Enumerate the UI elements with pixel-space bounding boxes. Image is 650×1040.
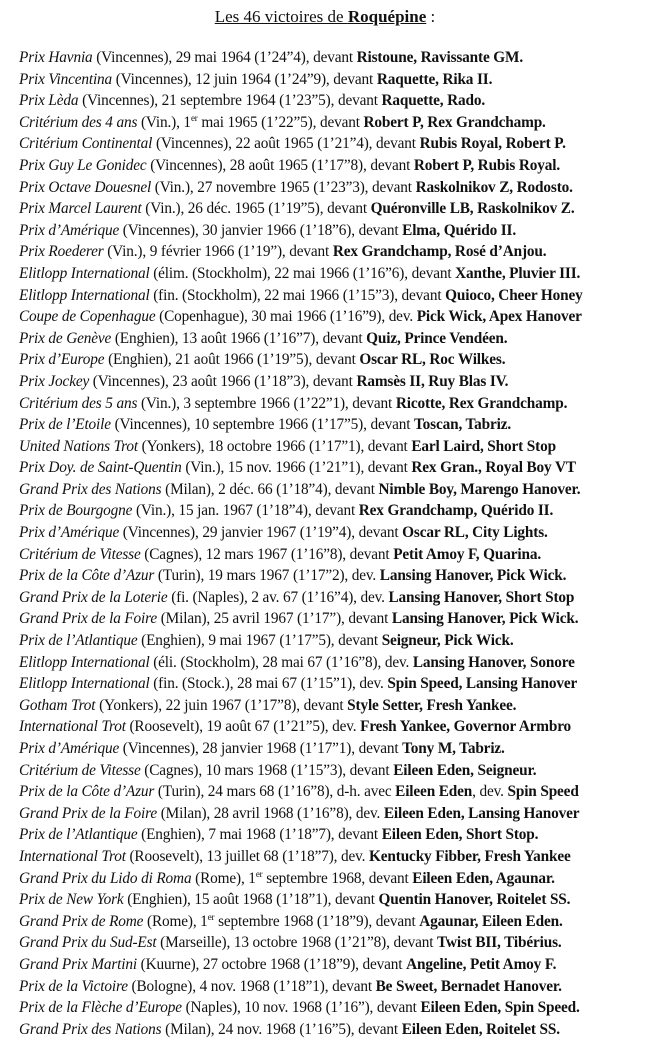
victory-row xyxy=(19,198,644,220)
victory-row xyxy=(19,371,644,393)
runners-up: Quioco, Cheer Honey xyxy=(445,286,583,304)
race-details-pre: (Rome), 1 xyxy=(143,912,208,930)
race-details: (Naples), 10 nov. 1968 (1’16”), devant xyxy=(181,999,421,1017)
victory-row xyxy=(19,846,644,868)
victory-row xyxy=(19,630,644,652)
runners-up: Tony M, Tabriz. xyxy=(402,740,505,757)
race-name: Prix Jockey xyxy=(19,372,90,390)
runners-up: Raquette, Rika II. xyxy=(376,70,493,88)
victory-row xyxy=(19,220,644,242)
race-name: Prix de Bourgogne xyxy=(19,502,133,520)
race-details: (Marseille), 13 octobre 1968 (1’21”8), devant xyxy=(156,934,438,952)
race-details: (Vin.), 3 septembre 1966 (1’22”1), devant xyxy=(137,394,396,412)
race-details: (Vincennes), 12 juin 1964 (1’24”9), devant xyxy=(112,70,377,88)
race-details: (Turin), 24 mars 68 (1’16”8), d-h. avec xyxy=(154,783,396,801)
runners-up: Fresh Yankee, Governor Armbro xyxy=(360,718,572,736)
race-name: Critérium de Vitesse xyxy=(19,761,141,779)
race-name: Grand Prix de la Loterie xyxy=(19,588,168,606)
race-details: (Roosevelt), 19 août 67 (1’21”5), dev. xyxy=(125,718,361,736)
race-details: (Enghien), 15 août 1968 (1’18”1), devant xyxy=(123,891,379,909)
race-details: (Vincennes), 22 août 1965 (1’21”4), devant xyxy=(152,135,420,153)
victory-row xyxy=(19,824,644,846)
race-name: Prix Marcel Laurent xyxy=(19,200,142,218)
victory-row xyxy=(19,522,644,544)
victory-row xyxy=(19,608,644,630)
victory-row xyxy=(19,695,644,717)
race-details: (Vin.), 26 déc. 1965 (1’19”5), devant xyxy=(141,200,371,218)
runners-up: Eileen Eden, Lansing Hanover xyxy=(383,804,580,822)
race-name: Prix de l’Atlantique xyxy=(19,632,138,650)
ordinal-superscript: er xyxy=(207,911,215,922)
race-name: Prix de la Côte d’Azur xyxy=(19,567,155,585)
race-name: Grand Prix Martini xyxy=(19,955,137,973)
victory-row xyxy=(19,803,644,825)
victory-list xyxy=(19,47,644,1040)
race-details: septembre 1968 (1’18”9), devant xyxy=(214,912,420,930)
victory-row xyxy=(19,457,644,479)
race-name: Grand Prix des Nations xyxy=(19,1020,162,1038)
race-details: (élim. (Stockholm), 22 mai 1966 (1’16”6), devant xyxy=(149,264,456,282)
runners-up: Lansing Hanover, Pick Wick. xyxy=(391,610,579,628)
race-details: (Yonkers), 18 octobre 1966 (1’17”1), devant xyxy=(137,437,412,455)
race-details-pre: (Vin.), 1 xyxy=(137,113,191,131)
victory-row xyxy=(19,47,644,69)
victory-row xyxy=(19,544,644,566)
race-details: (Vin.), 15 jan. 1967 (1’18”4), devant xyxy=(132,502,359,520)
runners-up: Quéronville LB, Raskolnikov Z. xyxy=(370,200,575,218)
runners-up: Oscar RL, City Lights. xyxy=(402,524,548,542)
race-name: Grand Prix des Nations xyxy=(19,480,162,498)
document-title xyxy=(0,6,650,28)
runners-up: Ricotte, Rex Grandchamp. xyxy=(395,394,568,412)
race-name: Grand Prix du Sud-Est xyxy=(19,934,157,952)
race-details: (Vincennes), 21 septembre 1964 (1’23”5), devant xyxy=(78,92,382,110)
race-name: Prix Guy Le Gonidec xyxy=(19,156,147,174)
title-prefix: Les 46 victoires de xyxy=(214,7,348,26)
race-name: United Nations Trot xyxy=(19,437,138,455)
race-details: (Vin.), 15 nov. 1966 (1’21”1), devant xyxy=(181,459,412,477)
victory-row xyxy=(19,241,644,263)
race-name: Prix Roederer xyxy=(19,243,104,261)
runners-up: Quiz, Prince Vendéen. xyxy=(366,329,508,347)
runners-up: Earl Laird, Short Stop xyxy=(411,437,556,455)
runners-up: Eileen Eden, Spin Speed. xyxy=(420,999,580,1017)
runners-up: Eileen Eden, Short Stop. xyxy=(381,826,539,844)
race-name: Prix de la Victoire xyxy=(19,977,128,995)
victory-row xyxy=(19,306,644,328)
runners-up: Lansing Hanover, Short Stop xyxy=(388,588,575,606)
runners-up: Oscar RL, Roc Wilkes. xyxy=(359,351,506,369)
runners-up: Ristoune, Ravissante GM. xyxy=(356,49,523,66)
race-name: Critérium de Vitesse xyxy=(19,545,141,563)
victory-row xyxy=(19,500,644,522)
race-name: Elitlopp International xyxy=(19,264,150,282)
race-name: Grand Prix de Rome xyxy=(19,912,144,930)
runners-up: Robert P, Rubis Royal. xyxy=(413,156,561,174)
victory-row xyxy=(19,263,644,285)
race-name: Prix de la Côte d’Azur xyxy=(19,783,155,801)
ordinal-superscript: er xyxy=(255,868,263,879)
victory-row xyxy=(19,90,644,112)
race-name: Prix d’Amérique xyxy=(19,524,120,542)
runners-up: Rex Grandchamp, Rosé d’Anjou. xyxy=(332,243,547,261)
race-name: Critérium des 4 ans xyxy=(19,113,138,131)
race-details: (Milan), 2 déc. 66 (1’18”4), devant xyxy=(161,480,379,498)
race-details: (Enghien), 7 mai 1968 (1’18”7), devant xyxy=(137,826,382,844)
runners-up: Rex Grandchamp, Quérido II. xyxy=(358,502,554,520)
race-name: Critérium Continental xyxy=(19,135,153,153)
runners-up: Seigneur, Pick Wick. xyxy=(381,632,514,650)
race-name: Prix d’Amérique xyxy=(19,740,120,757)
race-name: Prix de la Flèche d’Europe xyxy=(19,999,182,1017)
race-name: Coupe de Copenhague xyxy=(19,308,156,326)
runners-up: Petit Amoy F, Quarina. xyxy=(393,545,542,563)
runners-up: Pick Wick, Apex Hanover xyxy=(416,308,582,326)
runners-up: Xanthe, Pluvier III. xyxy=(455,264,581,282)
runners-up: Nimble Boy, Marengo Hanover. xyxy=(378,480,581,498)
victory-row xyxy=(19,587,644,609)
runners-up-second: Spin Speed xyxy=(507,783,579,801)
victory-row xyxy=(19,393,644,415)
race-details: (Turin), 19 mars 1967 (1’17”2), dev. xyxy=(154,567,380,585)
victory-row xyxy=(19,349,644,371)
race-details: (Vincennes), 28 août 1965 (1’17”8), devant xyxy=(146,156,414,174)
runners-up: Twist BII, Tibérius. xyxy=(437,934,562,952)
runners-up: Kentucky Fibber, Fresh Yankee xyxy=(369,847,571,865)
race-details: (fi. (Naples), 2 av. 67 (1’16”4), dev. xyxy=(167,588,389,606)
race-details: (Vin.), 9 février 1966 (1’19”), devant xyxy=(103,243,333,261)
victory-row xyxy=(19,565,644,587)
race-details: (Cagnes), 10 mars 1968 (1’15”3), devant xyxy=(140,761,394,779)
victory-row xyxy=(19,781,644,803)
victory-row xyxy=(19,997,644,1019)
runners-up: Eileen Eden, Agaunar. xyxy=(412,869,555,887)
race-name: Grand Prix du Lido di Roma xyxy=(19,869,192,887)
victory-row xyxy=(19,911,644,933)
victory-row xyxy=(19,976,644,998)
runners-up: Lansing Hanover, Pick Wick. xyxy=(379,567,567,585)
victory-row xyxy=(19,69,644,91)
victory-row xyxy=(19,112,644,134)
race-details: (Enghien), 13 août 1966 (1’16”7), devant xyxy=(111,329,367,347)
runners-up: Raskolnikov Z, Rodosto. xyxy=(415,178,573,196)
runners-up: Rubis Royal, Robert P. xyxy=(419,135,566,153)
race-name: Prix Lèda xyxy=(19,92,79,110)
race-details: (Enghien), 9 mai 1967 (1’17”5), devant xyxy=(137,632,382,650)
race-name: International Trot xyxy=(19,718,126,736)
victory-row xyxy=(19,868,644,890)
victory-row xyxy=(19,1019,644,1040)
race-details: (Milan), 28 avril 1968 (1’16”8), dev. xyxy=(157,804,384,822)
race-details: (Vincennes), 28 janvier 1968 (1’17”1), devant xyxy=(119,740,403,757)
race-name: Grand Prix de la Foire xyxy=(19,610,158,628)
race-details: (Vincennes), 29 mai 1964 (1’24”4), devant xyxy=(92,49,357,66)
race-name: Prix de New York xyxy=(19,891,124,909)
race-name: Prix d’Europe xyxy=(19,351,105,369)
race-name: Gotham Trot xyxy=(19,696,96,714)
race-details: (fin. (Stockholm), 22 mai 1966 (1’15”3), devant xyxy=(149,286,446,304)
race-name: Prix Octave Douesnel xyxy=(19,178,152,196)
race-details: (Vincennes), 30 janvier 1966 (1’18”6), devant xyxy=(119,221,403,239)
race-details: (Bologne), 4 nov. 1968 (1’18”1), devant xyxy=(127,977,376,995)
race-details: (fin. (Stock.), 28 mai 67 (1’15”1), dev. xyxy=(149,675,388,693)
race-details: (Copenhague), 30 mai 1966 (1’16”9), dev. xyxy=(155,308,417,326)
race-details: (Vincennes), 29 janvier 1967 (1’19”4), devant xyxy=(119,524,403,542)
victory-row xyxy=(19,328,644,350)
victory-row xyxy=(19,738,644,760)
race-name: Prix Vincentina xyxy=(19,70,113,88)
ordinal-superscript: er xyxy=(190,112,198,123)
runners-up: Spin Speed, Lansing Hanover xyxy=(387,675,578,693)
title-underlined xyxy=(215,7,427,26)
runners-up: Rex Gran., Royal Boy VT xyxy=(411,459,576,477)
runners-up: Ramsès II, Ruy Blas IV. xyxy=(356,372,509,390)
victory-row xyxy=(19,155,644,177)
runners-up: Eileen Eden xyxy=(395,783,473,801)
race-details: (Vincennes), 23 août 1966 (1’18”3), devant xyxy=(89,372,357,390)
runners-up: Lansing Hanover, Sonore xyxy=(412,653,575,671)
victory-row xyxy=(19,889,644,911)
victory-row xyxy=(19,436,644,458)
runners-up: Quentin Hanover, Roitelet SS. xyxy=(378,891,571,909)
race-name: Grand Prix de la Foire xyxy=(19,804,158,822)
race-details: (Yonkers), 22 juin 1967 (1’17”8), devant xyxy=(95,696,348,714)
victory-row xyxy=(19,932,644,954)
race-details: (Vincennes), 10 septembre 1966 (1’17”5), devant xyxy=(110,416,414,434)
runners-up: Robert P, Rex Grandchamp. xyxy=(363,113,546,131)
victory-row xyxy=(19,133,644,155)
victory-row xyxy=(19,652,644,674)
race-name: Prix Doy. de Saint-Quentin xyxy=(19,459,182,477)
runners-up: Elma, Quérido II. xyxy=(402,221,517,239)
race-details: (Milan), 24 nov. 1968 (1’16”5), devant xyxy=(161,1020,402,1038)
race-details: (éli. (Stockholm), 28 mai 67 (1’16”8), dev. xyxy=(149,653,413,671)
race-name: Prix de Genève xyxy=(19,329,112,347)
title-horse-name: Roquépine xyxy=(347,7,427,26)
victory-row xyxy=(19,177,644,199)
runners-up: Style Setter, Fresh Yankee. xyxy=(347,696,517,714)
runners-up: Agaunar, Eileen Eden. xyxy=(419,912,563,930)
race-name: Prix de l’Atlantique xyxy=(19,826,138,844)
runners-up: Eileen Eden, Roitelet SS. xyxy=(401,1020,560,1038)
race-name: Prix d’Amérique xyxy=(19,221,120,239)
race-name: Prix de l’Etoile xyxy=(19,416,111,434)
victory-row xyxy=(19,673,644,695)
race-details: (Vin.), 27 novembre 1965 (1’23”3), devant xyxy=(151,178,416,196)
race-name: Elitlopp International xyxy=(19,653,150,671)
race-name: Elitlopp International xyxy=(19,286,150,304)
runners-up: Toscan, Tabriz. xyxy=(414,416,512,434)
victory-row xyxy=(19,760,644,782)
race-name: International Trot xyxy=(19,847,126,865)
title-suffix: : xyxy=(426,7,436,26)
victory-row xyxy=(19,285,644,307)
race-details-mid: , dev. xyxy=(472,783,508,801)
race-name: Critérium des 5 ans xyxy=(19,394,138,412)
runners-up: Angeline, Petit Amoy F. xyxy=(406,955,557,973)
race-details-pre: (Rome), 1 xyxy=(191,869,256,887)
victory-row xyxy=(19,414,644,436)
race-details: (Cagnes), 12 mars 1967 (1’16”8), devant xyxy=(140,545,394,563)
runners-up: Raquette, Rado. xyxy=(381,92,486,110)
race-details: (Enghien), 21 août 1966 (1’19”5), devant xyxy=(104,351,360,369)
race-details: (Roosevelt), 13 juillet 68 (1’18”7), dev. xyxy=(125,847,370,865)
runners-up: Be Sweet, Bernadet Hanover. xyxy=(375,977,562,995)
race-details: mai 1965 (1’22”5), devant xyxy=(197,113,364,131)
race-details: septembre 1968, devant xyxy=(262,869,413,887)
runners-up: Eileen Eden, Seigneur. xyxy=(393,761,537,779)
race-name: Prix Havnia xyxy=(19,49,93,66)
victory-row xyxy=(19,716,644,738)
victory-row xyxy=(19,954,644,976)
race-details: (Kuurne), 27 octobre 1968 (1’18”9), devant xyxy=(136,955,407,973)
victory-row xyxy=(19,479,644,501)
race-name: Elitlopp International xyxy=(19,675,150,693)
race-details: (Milan), 25 avril 1967 (1’17”), devant xyxy=(157,610,392,628)
